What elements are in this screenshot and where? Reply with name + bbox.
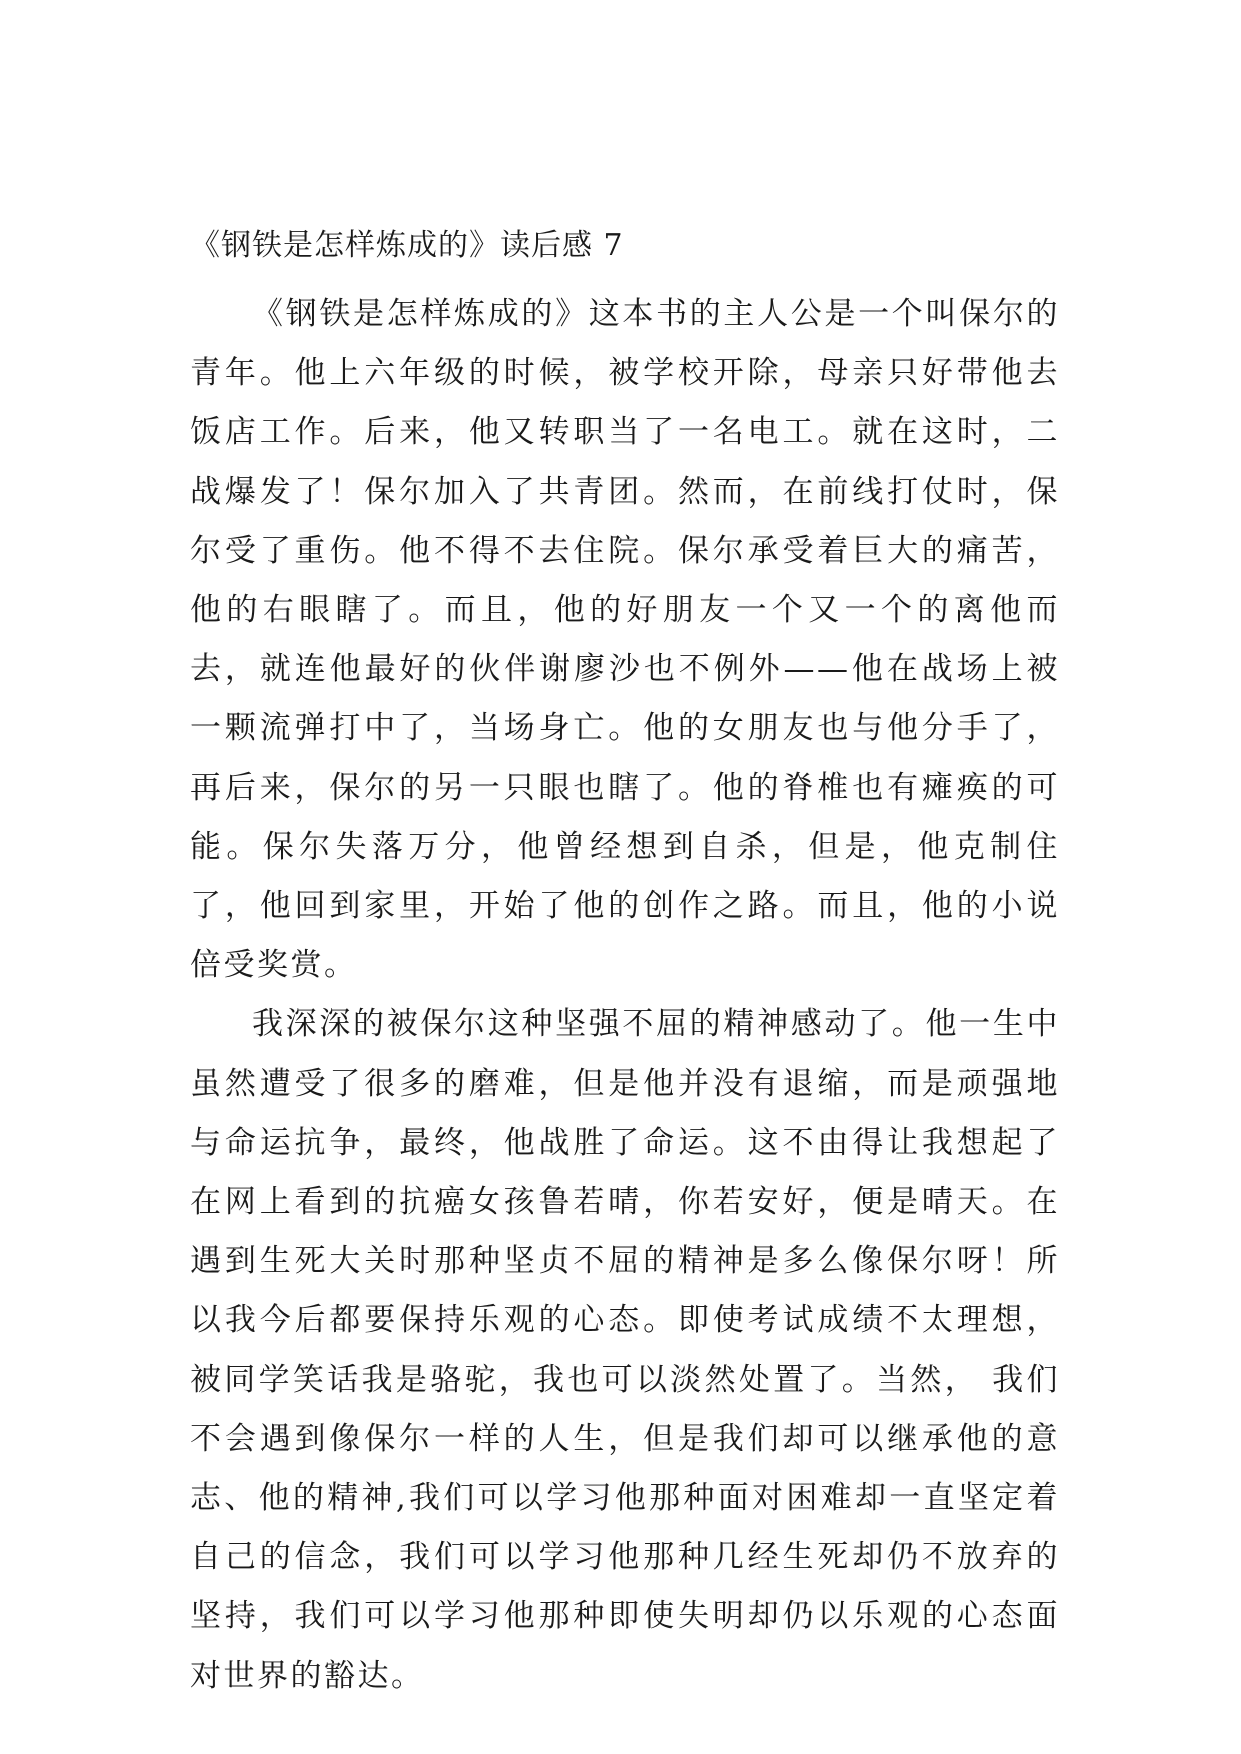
paragraph-1: 《钢铁是怎样炼成的》这本书的主人公是一个叫保尔的青年。他上六年级的时候，被学校开除，母亲只好带他去饭店工作。后来，他又转职当了一名电工。就在这时，二战爆发了！保尔加入了共青团。然而，在前线打仗时，保尔受了重伤。他不得不去住院。保尔承受着巨大的痛苦，他的右眼瞎了。而且，他的好朋友一个又一个的离他而去，就连他最好的伙伴谢廖沙也不例外——他在战场上被一颗流弹打中了，当场身亡。他的女朋友也与他分手了，再后来，保尔的另一只眼也瞎了。他的脊椎也有瘫痪的可能。保尔失落万分，他曾经想到自杀，但是，他克制住了，他回到家里，开始了他的创作之路。而且，他的小说倍受奖赏。 [190,296,1060,984]
document-title: 《钢铁是怎样炼成的》读后感 7 [190,228,624,263]
document-body [190,285,1060,1706]
paragraph-2: 我深深的被保尔这种坚强不屈的精神感动了。他一生中虽然遭受了很多的磨难，但是他并没有退缩，而是顽强地与命运抗争，最终，他战胜了命运。这不由得让我想起了在网上看到的抗癌女孩鲁若晴，你若安好，便是晴天。在遇到生死大关时那种坚贞不屈的精神是多么像保尔呀！所以我今后都要保持乐观的心态。即使考试成绩不太理想，被同学笑话我是骆驼，我也可以淡然处置了。当然， 我们不会遇到像保尔一样的人生，但是我们却可以继承他的意志、他的精神,我们可以学习他那种面对困难却一直坚定着自己的信念，我们可以学习他那种几经生死却仍不放弃的坚持，我们可以学习他那种即使失明却仍以乐观的心态面对世界的豁达。 [190,1006,1060,1694]
